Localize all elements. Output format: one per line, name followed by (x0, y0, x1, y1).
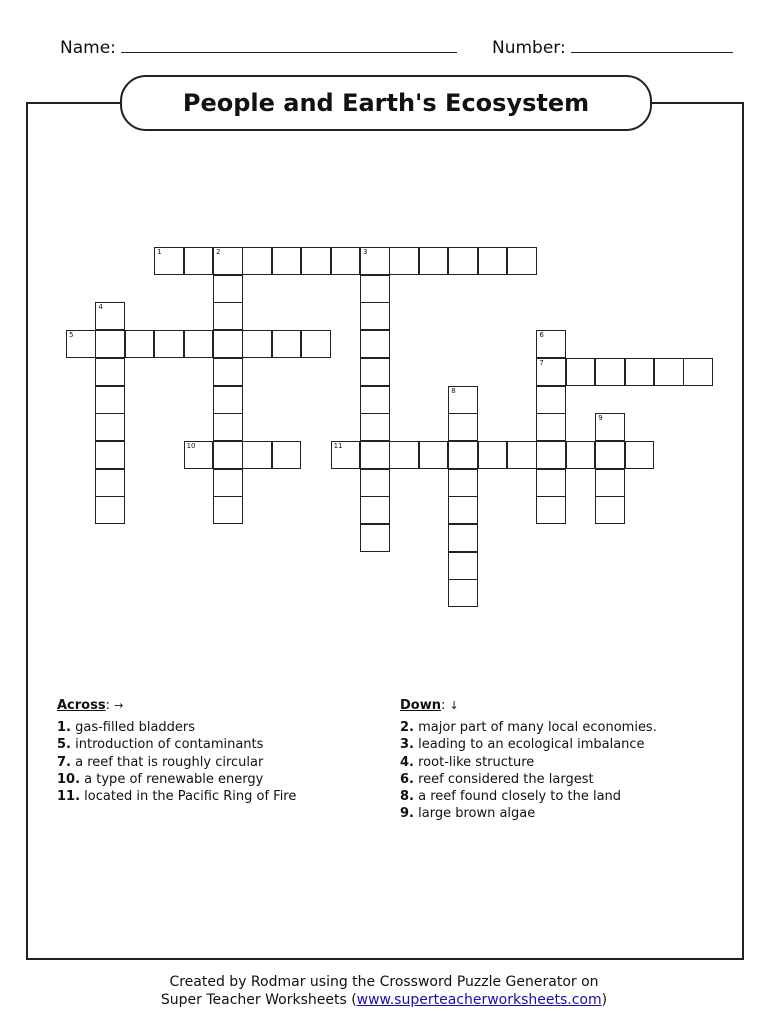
crossword-cell[interactable] (654, 358, 684, 386)
clue-down-9: 9. large brown algae (400, 806, 536, 822)
clue-across-11: 11. located in the Pacific Ring of Fire (57, 789, 297, 805)
crossword-cell[interactable] (213, 413, 243, 441)
crossword-cell[interactable] (448, 413, 478, 441)
crossword-cell[interactable] (536, 358, 566, 386)
crossword-cell[interactable] (360, 302, 390, 330)
clue-down-8: 8. a reef found closely to the land (400, 789, 622, 805)
crossword-cell[interactable] (95, 441, 125, 469)
crossword-cell[interactable] (242, 247, 272, 275)
crossword-cell[interactable] (213, 386, 243, 414)
clue-number: 1 (157, 248, 162, 256)
across-heading: Across (57, 698, 106, 713)
crossword-cell[interactable] (95, 413, 125, 441)
crossword-cell[interactable] (536, 469, 566, 497)
crossword-cell[interactable] (213, 330, 243, 358)
crossword-cell[interactable] (184, 441, 214, 469)
crossword-cell[interactable] (595, 496, 625, 524)
crossword-cell[interactable] (536, 386, 566, 414)
clue-down-3: 3. leading to an ecological imbalance (400, 737, 645, 753)
crossword-cell[interactable] (536, 496, 566, 524)
clue-across-1: 1. gas-filled bladders (57, 720, 196, 736)
crossword-cell[interactable] (478, 247, 508, 275)
clue-number: 6 (539, 331, 544, 340)
crossword-cell[interactable] (595, 469, 625, 497)
crossword-cell[interactable] (448, 441, 478, 469)
crossword-cell[interactable] (331, 441, 361, 469)
crossword-cell[interactable] (448, 552, 478, 580)
page-title: People and Earth's Ecosystem (182, 89, 590, 117)
crossword-cell[interactable] (213, 496, 243, 524)
crossword-cell[interactable] (272, 441, 302, 469)
crossword-cell[interactable] (154, 247, 184, 275)
crossword-cell[interactable] (360, 496, 390, 524)
crossword-cell[interactable] (625, 441, 655, 469)
crossword-cell[interactable] (95, 330, 125, 358)
clue-down-6: 6. reef considered the largest (400, 771, 594, 787)
crossword-cell[interactable] (566, 358, 596, 386)
crossword-cell[interactable] (272, 330, 302, 358)
footer-link[interactable]: www.superteacherworksheets.com (356, 992, 602, 1008)
crossword-cell[interactable] (389, 247, 419, 275)
crossword-cell[interactable] (448, 496, 478, 524)
clue-number: 3 (363, 248, 368, 256)
across-clues: Across: → 1. gas-filled bladders 5. introduction of contaminants 7. a reef that is roughly circular 10. a type of renewable energy 11. located in the Pacific Ring of Fire (57, 698, 297, 805)
crossword-cell[interactable] (331, 247, 361, 275)
crossword-cell[interactable] (448, 247, 478, 275)
footer-line-1: Created by Rodmar using the Crossword Puzzle Generator on (169, 974, 599, 990)
crossword-cell[interactable] (213, 358, 243, 386)
name-label: Name: (60, 38, 116, 58)
down-arrow-icon: ↓ (449, 699, 459, 712)
crossword-cell[interactable] (536, 413, 566, 441)
crossword-cell[interactable] (419, 247, 449, 275)
crossword-cell[interactable] (478, 441, 508, 469)
crossword-cell[interactable] (595, 358, 625, 386)
clue-number: 9 (598, 414, 603, 423)
crossword-cell[interactable] (360, 330, 390, 358)
crossword-cell[interactable] (95, 496, 125, 524)
crossword-cell[interactable] (95, 469, 125, 497)
footer-line-2: Super Teacher Worksheets (www.superteacherworksheets.com) (160, 992, 608, 1008)
clue-number: 2 (216, 248, 221, 256)
footer-credit (0, 973, 768, 1009)
crossword-cell[interactable] (125, 330, 155, 358)
crossword-cell[interactable] (448, 579, 478, 607)
clue-number: 5 (69, 331, 74, 340)
clue-down-2: 2. major part of many local economies. (400, 720, 657, 736)
clue-down-4: 4. root-like structure (400, 754, 535, 770)
crossword-cell[interactable] (184, 330, 214, 358)
crossword-cell[interactable] (154, 330, 184, 358)
crossword-cell[interactable] (683, 358, 713, 386)
crossword-cell[interactable] (536, 330, 566, 358)
crossword-cell[interactable] (213, 275, 243, 303)
crossword-cell[interactable] (213, 302, 243, 330)
down-heading: Down (400, 698, 441, 713)
crossword-cell[interactable] (184, 247, 214, 275)
crossword-cell[interactable] (95, 302, 125, 330)
crossword-cell[interactable] (448, 386, 478, 414)
crossword-cell[interactable] (448, 469, 478, 497)
crossword-cell[interactable] (360, 469, 390, 497)
right-arrow-icon: → (114, 699, 124, 712)
crossword-cell[interactable] (213, 469, 243, 497)
crossword-cell[interactable] (419, 441, 449, 469)
crossword-cell[interactable] (360, 275, 390, 303)
crossword-cell[interactable] (301, 330, 331, 358)
crossword-cell[interactable] (389, 441, 419, 469)
number-label: Number: (492, 38, 566, 58)
crossword-cell[interactable] (360, 441, 390, 469)
crossword-cell[interactable] (360, 413, 390, 441)
crossword-cell[interactable] (536, 441, 566, 469)
crossword-cell[interactable] (213, 247, 243, 275)
crossword-cell[interactable] (213, 441, 243, 469)
crossword-cell[interactable] (360, 358, 390, 386)
crossword-cell[interactable] (448, 524, 478, 552)
clue-number: 7 (539, 358, 544, 367)
crossword-cell[interactable] (595, 441, 625, 469)
clue-across-10: 10. a type of renewable energy (57, 771, 264, 787)
clue-number: 10 (186, 441, 196, 450)
crossword-cell[interactable] (360, 524, 390, 552)
crossword-cell[interactable] (272, 247, 302, 275)
crossword-cell[interactable] (301, 247, 331, 275)
crossword-cell[interactable] (95, 358, 125, 386)
crossword-cell[interactable] (507, 247, 537, 275)
crossword-cell[interactable] (595, 413, 625, 441)
crossword-cell[interactable] (66, 330, 96, 358)
clue-across-7: 7. a reef that is roughly circular (57, 754, 264, 770)
down-clues: Down: ↓ 2. major part of many local economies. 3. leading to an ecological imbalance 4. root-like structure 6. reef considered the largest 8. a reef found closely to the land 9. large brown algae (400, 698, 657, 822)
crossword-cell[interactable] (242, 441, 272, 469)
crossword-cell[interactable] (242, 330, 272, 358)
crossword-cell[interactable] (566, 441, 596, 469)
crossword-cell[interactable] (507, 441, 537, 469)
clue-across-5: 5. introduction of contaminants (57, 737, 264, 753)
clue-number: 8 (451, 386, 456, 395)
crossword-cell[interactable] (95, 386, 125, 414)
crossword-cell[interactable] (625, 358, 655, 386)
clue-number: 11 (333, 441, 343, 450)
clue-number: 4 (98, 303, 103, 312)
crossword-cell[interactable] (360, 386, 390, 414)
crossword-cell[interactable] (360, 247, 390, 275)
